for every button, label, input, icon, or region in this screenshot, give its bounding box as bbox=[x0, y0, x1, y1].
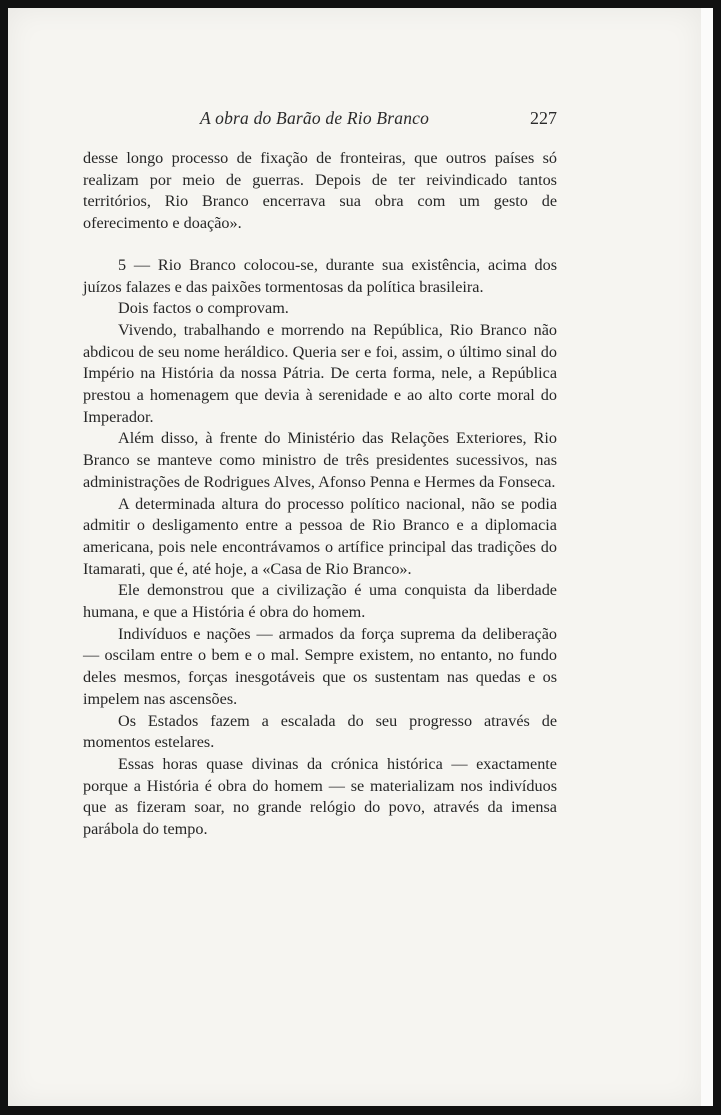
paragraph: Ele demonstrou que a civilização é uma conquista da liberdade humana, e que a História é obra do homem. bbox=[83, 581, 557, 622]
page-header bbox=[8, 108, 701, 132]
paragraph: Os Estados fazem a escalada do seu progresso através de momentos estelares. bbox=[83, 711, 557, 752]
paragraph: A determinada altura do processo político nacional, não se podia admitir o desligamento entre a pessoa de Rio Branco e a diplomacia americana, pois nele encontrávamos o artífice principal das tradições do Itamarati, que é, até hoje, a «Casa de Rio Branco». bbox=[83, 494, 557, 578]
running-title: A obra do Barão de Rio Branco bbox=[200, 108, 430, 128]
page-edge-strip bbox=[701, 8, 713, 1106]
page-number: 227 bbox=[530, 108, 557, 128]
paragraph: Indivíduos e nações — armados da força suprema da deliberação — oscilam entre o bem e o mal. Sempre existem, no entanto, no fundo deles mesmos, forças inesgotáveis que os sustentam nas quedas e os impelem nas ascensões. bbox=[83, 624, 557, 708]
paragraph-continuation: desse longo processo de fixação de fronteiras, que outros países só realizam por meio de guerras. Depois de ter reivindicado tantos territórios, Rio Branco encerrava sua obra com um gesto de oferecimento e doação». bbox=[83, 149, 557, 233]
paragraph: Dois factos o comprovam. bbox=[118, 299, 289, 318]
paragraph: Vivendo, trabalhando e morrendo na República, Rio Branco não abdicou de seu nome heráldico. Queria ser e foi, assim, o último sinal do Império na História da nossa Pátria. De certa forma, nele, a República prestou a homenagem que devia à serenidade e ao alto corte moral do Imperador. bbox=[83, 320, 557, 426]
book-page bbox=[8, 8, 701, 1106]
body-text bbox=[83, 148, 557, 841]
paragraph: Além disso, à frente do Ministério das Relações Exteriores, Rio Branco se manteve como ministro de três presidentes sucessivos, nas administrações de Rodrigues Alves, Afonso Penna e Hermes da Fonseca. bbox=[83, 429, 557, 491]
paragraph-section-5: 5 — Rio Branco colocou-se, durante sua existência, acima dos juízos falazes e das paixões tormentosas da política brasileira. bbox=[83, 255, 557, 296]
paragraph: Essas horas quase divinas da crónica histórica — exactamente porque a História é obra do homem — se materializam nos indivíduos que as fizeram soar, no grande relógio do povo, através da imensa parábola do tempo. bbox=[83, 754, 557, 839]
